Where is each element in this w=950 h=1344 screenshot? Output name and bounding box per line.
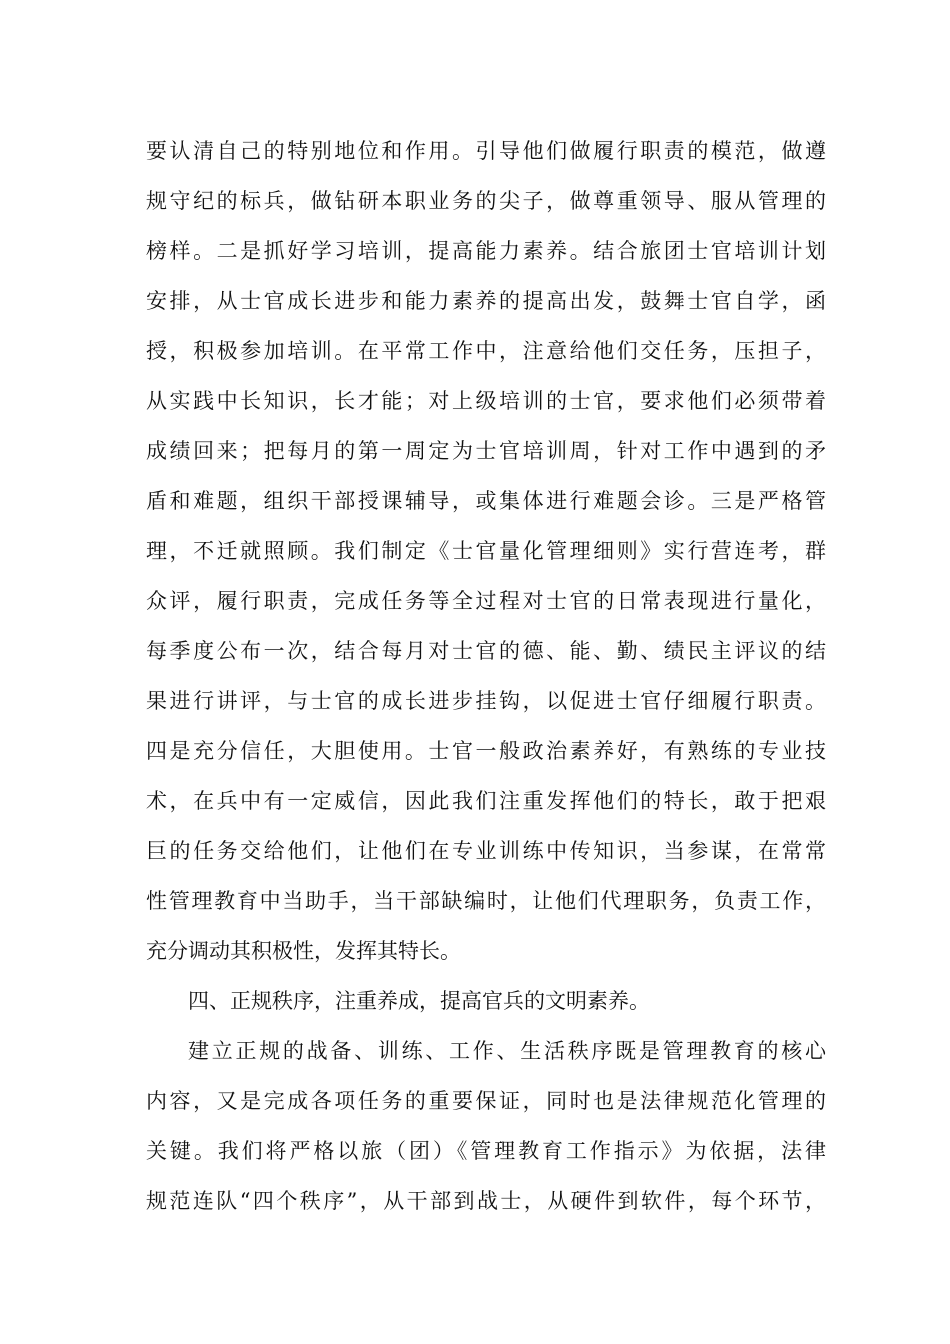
text-line: 规范连队“四个秩序”，从干部到战士，从硬件到软件，每个环节， — [146, 1189, 826, 1213]
text-line: 安排，从士官成长进步和能力素养的提高出发，鼓舞士官自学，函 — [146, 289, 826, 313]
text-line: 规守纪的标兵，做钻研本职业务的尖子，做尊重领导、服从管理的 — [146, 189, 826, 213]
text-line: 从实践中长知识，长才能；对上级培训的士官，要求他们必须带着 — [146, 389, 826, 413]
text-line: 理，不迁就照顾。我们制定《士官量化管理细则》实行营连考，群 — [146, 539, 826, 563]
text-line: 盾和难题，组织干部授课辅导，或集体进行难题会诊。三是严格管 — [146, 489, 826, 513]
text-line: 充分调动其积极性，发挥其特长。 — [146, 939, 461, 963]
text-line: 果进行讲评，与士官的成长进步挂钩，以促进士官仔细履行职责。 — [146, 689, 826, 713]
text-line: 授，积极参加培训。在平常工作中，注意给他们交任务，压担子， — [146, 339, 826, 363]
text-line: 众评，履行职责，完成任务等全过程对士官的日常表现进行量化， — [146, 589, 826, 613]
text-line: 关键。我们将严格以旅（团）《管理教育工作指示》为依据，法律 — [146, 1139, 826, 1163]
text-line: 要认清自己的特别地位和作用。引导他们做履行职责的模范，做遵 — [146, 139, 826, 163]
text-line: 巨的任务交给他们，让他们在专业训练中传知识，当参谋，在常常 — [146, 839, 826, 863]
text-line: 术，在兵中有一定威信，因此我们注重发挥他们的特长，敢于把艰 — [146, 789, 826, 813]
paragraph-first-line: 建立正规的战备、训练、工作、生活秩序既是管理教育的核心 — [188, 1039, 826, 1063]
section-heading: 四、正规秩序，注重养成，提高官兵的文明素养。 — [188, 989, 650, 1013]
text-line: 内容，又是完成各项任务的重要保证，同时也是法律规范化管理的 — [146, 1089, 826, 1113]
text-line: 成绩回来；把每月的第一周定为士官培训周，针对工作中遇到的矛 — [146, 439, 826, 463]
text-line: 性管理教育中当助手，当干部缺编时，让他们代理职务，负责工作， — [146, 889, 826, 913]
text-line: 每季度公布一次，结合每月对士官的德、能、勤、绩民主评议的结 — [146, 639, 826, 663]
text-line: 四是充分信任，大胆使用。士官一般政治素养好，有熟练的专业技 — [146, 739, 826, 763]
text-line: 榜样。二是抓好学习培训，提高能力素养。结合旅团士官培训计划 — [146, 239, 826, 263]
